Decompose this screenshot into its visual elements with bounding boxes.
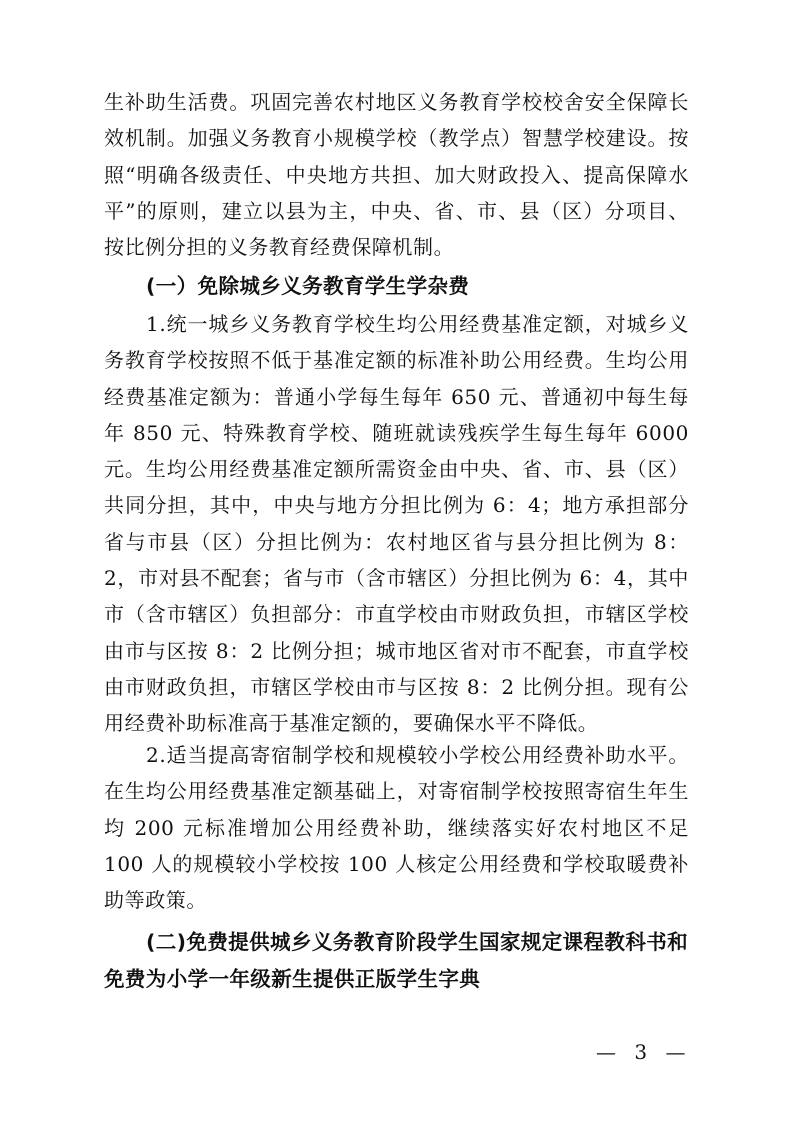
section-heading-1: (一）免除城乡义务教育学生学杂费: [146, 274, 470, 298]
paragraph-intro: 生补助生活费。巩固完善农村地区义务教育学校校舍安全保障长效机制。加强义务教育小规模学校（教学点）智慧学校建设。按照“明确各级责任、中央地方共担、加大财政投入、提高保障水平”的原则，建立以县为主，中央、省、市、县（区）分项目、按比例分担的义务教育经费保障机制。: [104, 90, 689, 260]
section-heading-2: (二)免费提供城乡义务教育阶段学生国家规定课程教科书和免费为小学一年级新生提供正版学生字典: [104, 930, 689, 991]
page-number: — 3 —: [596, 1040, 692, 1064]
paragraph-item-1: 1.统一城乡义务教育学校生均公用经费基准定额，对城乡义务教育学校按照不低于基准定额的标准补助公用经费。生均公用经费基准定额为：普通小学每生每年 650 元、普通初中每生每年 850 元、特殊教育学校、随班就读残疾学生每生每年 6000 元。生均公用经费基准定额所需资金由中央、省、市、县（区）共同分担，其中，中央与地方分担比例为 6：4；地方承担部分省与市县（区）分担比例为：农村地区省与县分担比例为 8：2，市对县不配套；省与市（含市辖区）分担比例为 6：4，其中市（含市辖区）负担部分：市直学校由市财政负担，市辖区学校由市与区按 8：2 比例分担；城市地区省对市不配套，市直学校由市财政负担，市辖区学校由市与区按 8：2 比例分担。现有公用经费补助标准高于基准定额的，要确保水平不降低。: [104, 312, 689, 736]
paragraph-item-2: 2.适当提高寄宿制学校和规模较小学校公用经费补助水平。在生均公用经费基准定额基础上，对寄宿制学校按照寄宿生年生均 200 元标准增加公用经费补助，继续落实好农村地区不足 100 人的规模较小学校按 100 人核定公用经费和学校取暖费补助等政策。: [104, 743, 689, 913]
